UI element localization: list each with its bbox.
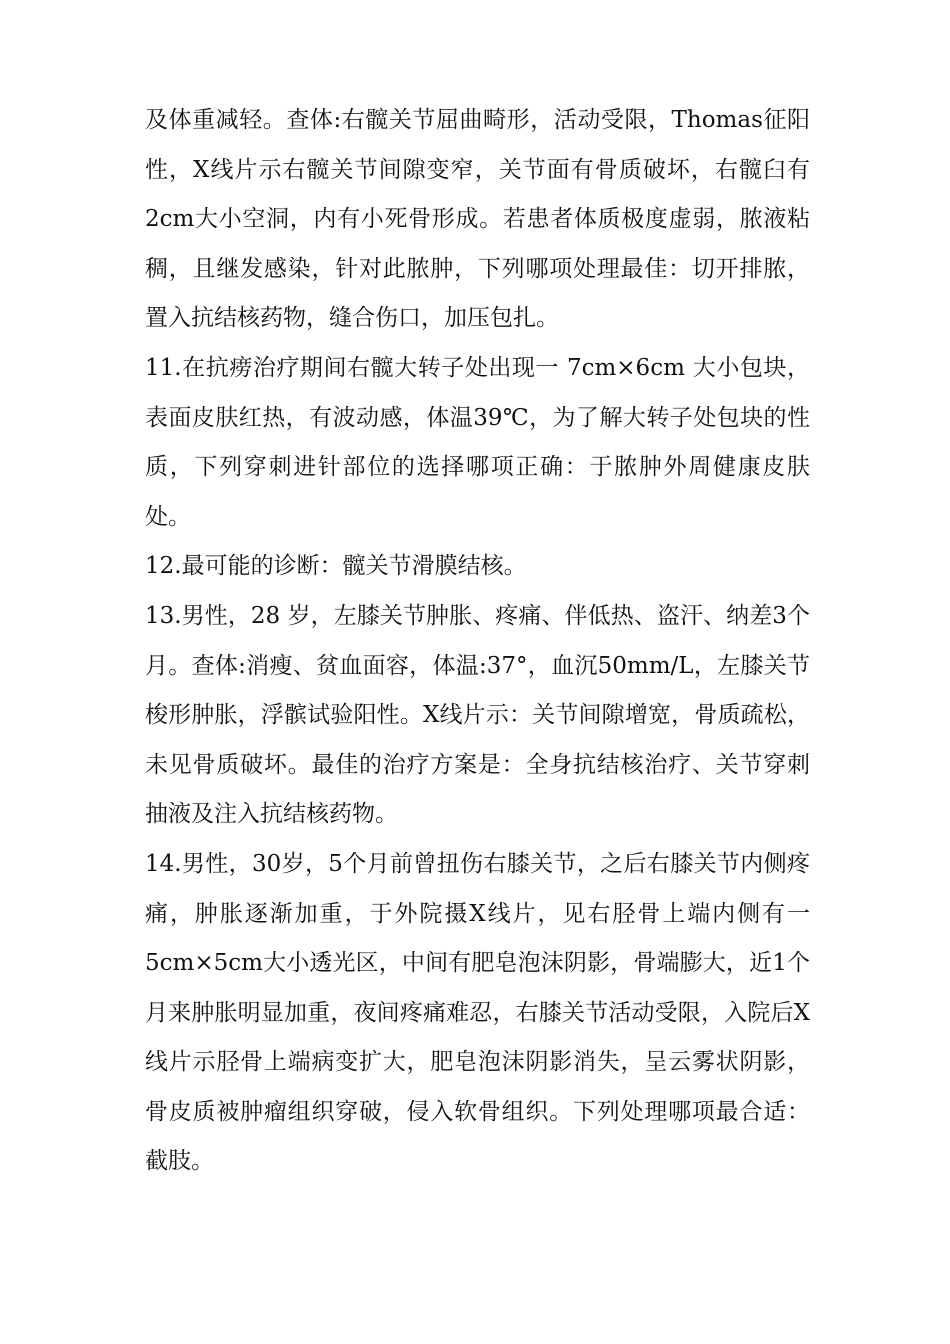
paragraph-question-14: 14.男性，30岁，5个月前曾扭伤右膝关节，之后右膝关节内侧疼痛，肿胀逐渐加重，于外院摄X线片，见右胫骨上端内侧有一5cm×5cm大小透光区，中间有肥皂泡沫阴影，骨端膨大，近1个月来肿胀明显加重，夜间疼痛难忍，右膝关节活动受限，入院后X线片示胫骨上端病变扩大，肥皂泡沫阴影消失，呈云雾状阴影，骨皮质被肿瘤组织穿破，侵入软骨组织。下列处理哪项最合适：截肢。 <box>145 850 810 1175</box>
paragraph-question-13: 13.男性，28 岁，左膝关节肿胀、疼痛、伴低热、盗汗、纳差3个月。查体:消瘦、贫血面容，体温:37°，血沉50mm/L，左膝关节梭形肿胀，浮髌试验阳性。X线片示：关节间隙增宽，骨质疏松，未见骨质破坏。最佳的治疗方案是：全身抗结核治疗、关节穿刺抽液及注入抗结核药物。 <box>145 602 810 828</box>
document-body <box>145 96 810 1187</box>
paragraph-question-11: 11.在抗痨治疗期间右髋大转子处出现一 7cm×6cm 大小包块，表面皮肤红热，有波动感，体温39℃，为了解大转子处包块的性质，下列穿刺进针部位的选择哪项正确：于脓肿外周健康皮肤处。 <box>145 354 810 530</box>
paragraph-continuation: 及体重减轻。查体:右髋关节屈曲畸形，活动受限，Thomas征阳性，X线片示右髋关节间隙变窄，关节面有骨质破坏，右髋臼有2cm大小空洞，内有小死骨形成。若患者体质极度虚弱，脓液粘稠，且继发感染，针对此脓肿，下列哪项处理最佳：切开排脓，置入抗结核药物，缝合伤口，加压包扎。 <box>145 107 810 332</box>
paragraph-question-12: 12.最可能的诊断：髋关节滑膜结核。 <box>145 553 527 580</box>
